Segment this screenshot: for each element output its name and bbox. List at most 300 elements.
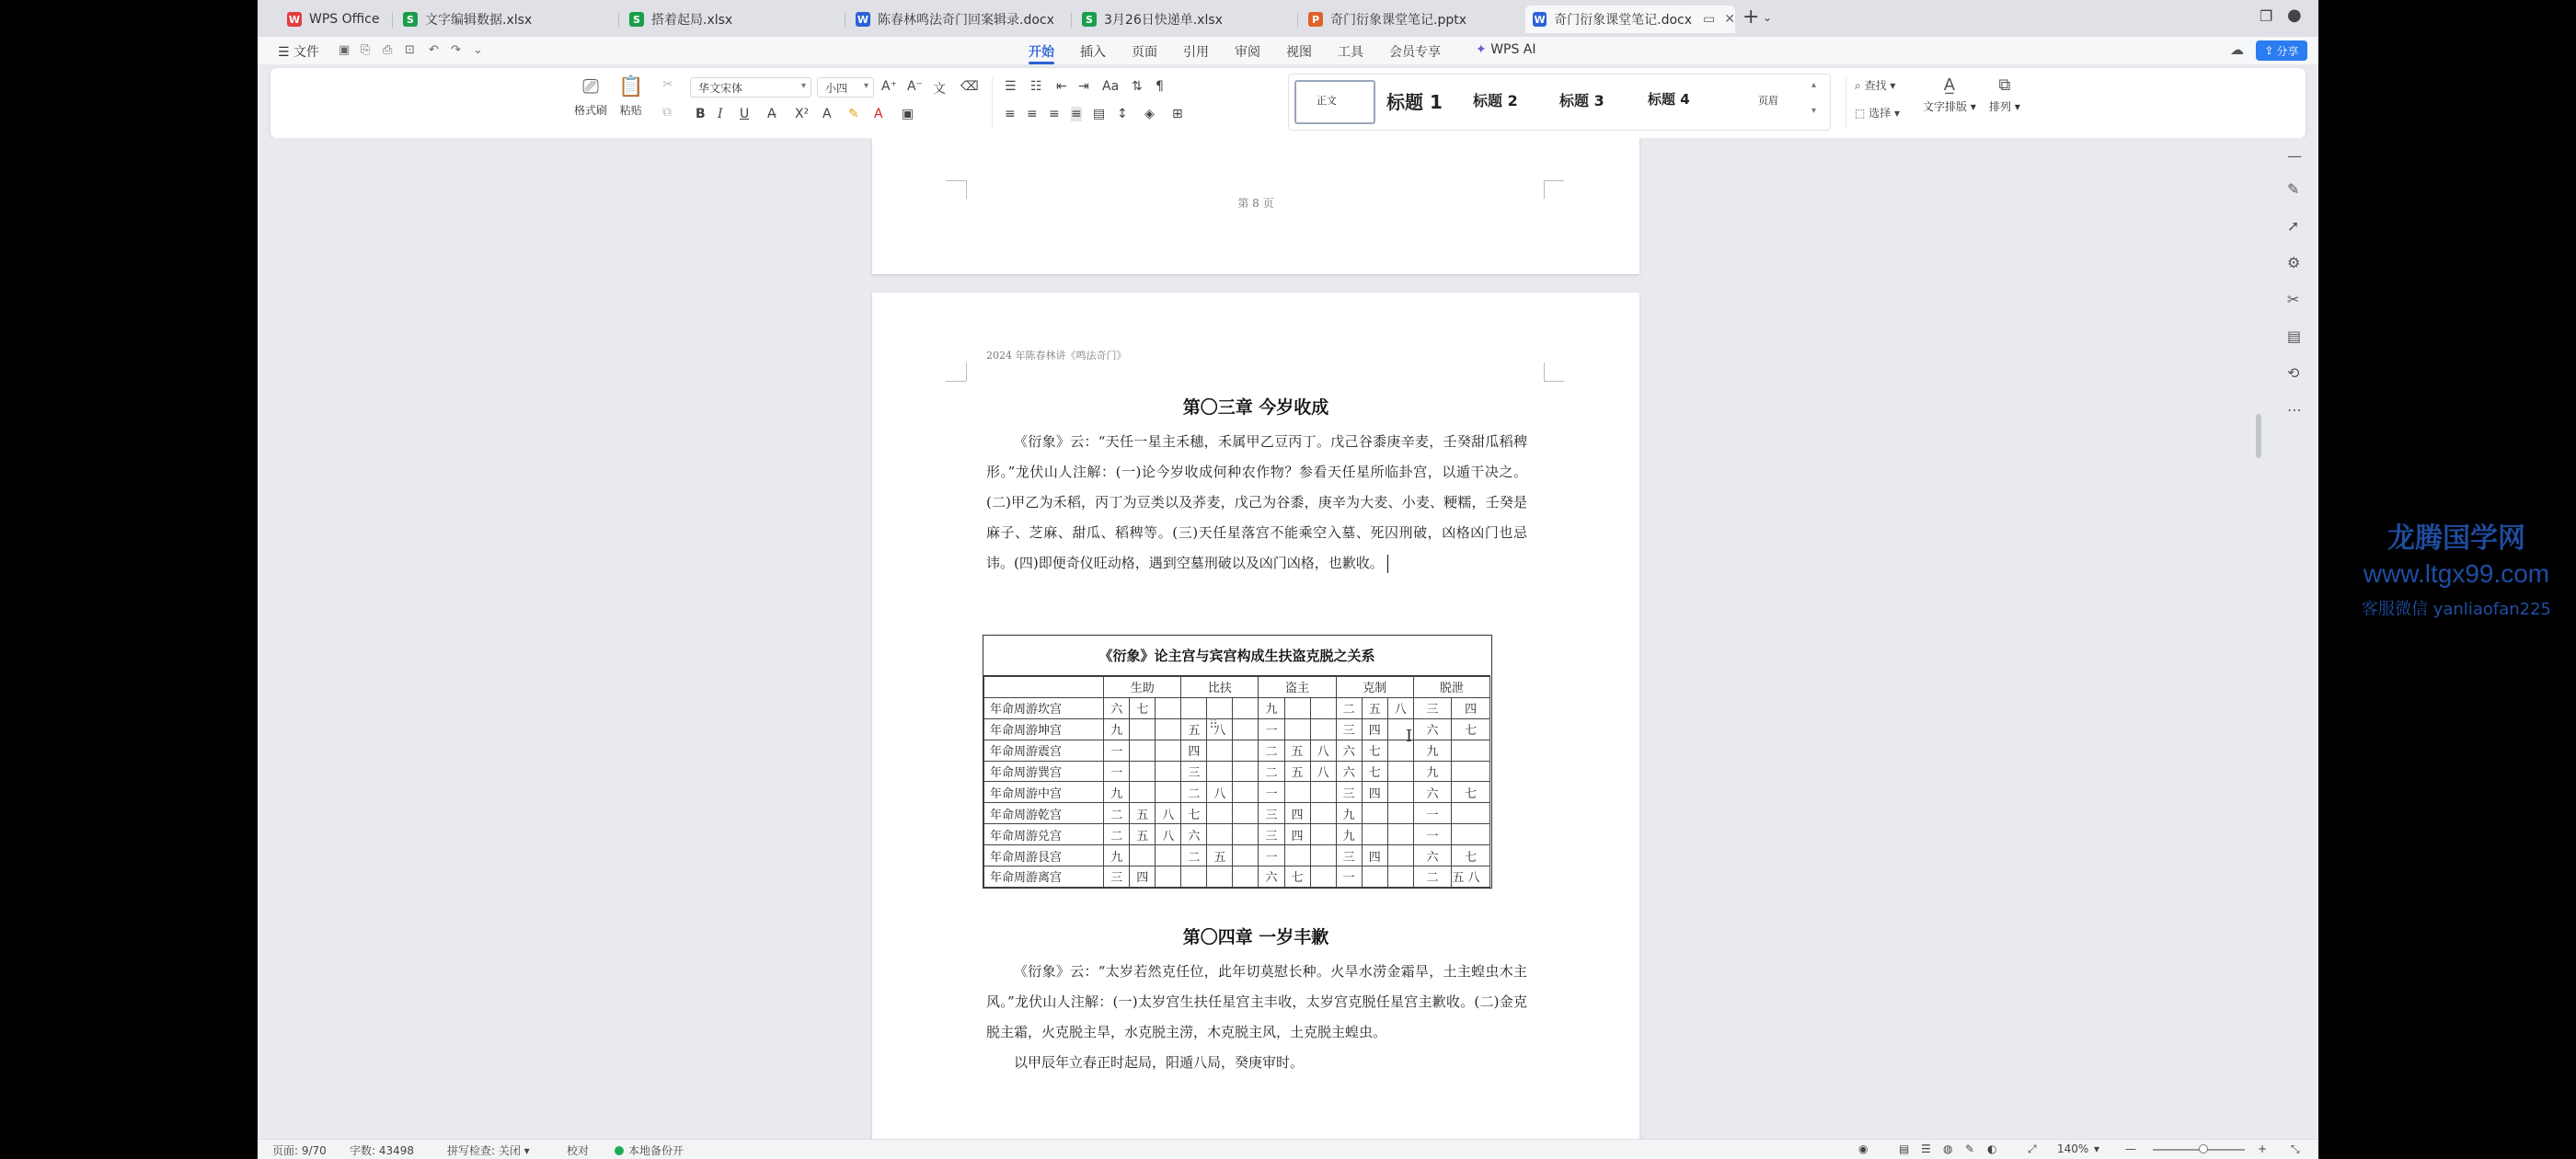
chevron-down-icon[interactable]: ▾ [2094,1142,2100,1155]
justify-icon[interactable]: ≡ [1071,107,1082,121]
show-marks-icon[interactable]: ¶ [1156,79,1164,94]
redo-icon[interactable]: ↷ [451,43,461,57]
spreadsheet-file-icon: S [1082,12,1097,27]
backup-label: 本地备份开 [628,1144,684,1157]
tab-label: 文字编辑数据.xlsx [425,13,533,28]
table-row [984,782,1490,803]
ribbon-toolbar [270,68,2306,138]
chevron-down-icon[interactable]: ▾ [1811,106,1817,116]
new-tab-icon[interactable]: + [1742,6,1760,29]
menu-home[interactable]: 开始 [1029,45,1054,60]
table-cell: 八 [1207,782,1233,803]
table-cell: 七 [1452,718,1490,740]
backup-status[interactable] [615,1142,684,1158]
format-painter-label: 格式刷 [574,104,608,117]
chapter-3-text: 《衍象》云：“天任一星主禾穗，禾属甲乙豆丙丁。戊己谷黍庚辛麦，壬癸甜瓜稻稗形。”龙伏山人注解：(一)论今岁收成何种农作物？参看天任星所临卦宫，以遁干决之。(二)甲乙为禾稻，丙丁为豆类以及荞麦，戊己为谷黍，庚辛为大麦、小麦、粳糯，壬癸是麻子、芝麻、甜瓜、稻稗等。(三)天任星落宫不能乘空入墓、死囚刑破，凶格凶门也忌讳。(四)即便奇仪旺动格，遇到空墓刑破以及凶门凶格，也歉收。 [986,433,1527,571]
watermark [2337,515,2576,620]
zoom-out-icon[interactable]: — [2125,1142,2136,1155]
watermark-contact: 客服微信 yanliaofan225 [2362,600,2551,619]
spell-check-label: 拼写检查: 关闭 [447,1144,521,1157]
arrange-icon: ⧉ [1998,75,2011,95]
table-cell: 七 [1452,782,1490,803]
pointer-icon[interactable]: ➚ [2287,217,2300,235]
monitor-icon[interactable]: ▭ [1703,12,1716,27]
table-cell: 三 [1336,845,1362,866]
tab-wps-office[interactable] [280,6,390,33]
tab-xlsx-2[interactable] [622,6,843,33]
table-cell [1452,803,1490,824]
font-name-select[interactable] [690,77,811,98]
table-cell: 七 [1284,866,1310,888]
table-cell: 五 [1181,718,1207,740]
shrink-font-icon[interactable]: A⁻ [907,79,923,94]
presentation-file-icon: P [1308,12,1323,27]
relationship-grid [983,676,1490,888]
menu-wps-ai[interactable] [1476,42,1536,57]
table-cell: 四 [1362,845,1387,866]
share-button[interactable] [2256,40,2307,61]
tools-icon[interactable]: ✂ [2287,291,2300,308]
table-cell-extra: 八 [1464,871,1480,886]
restore-window-icon[interactable]: ❐ [2260,7,2273,25]
menu-wps-ai-label: WPS AI [1490,42,1536,57]
right-toolbar [2272,138,2318,1139]
bold-button[interactable]: B [696,107,706,121]
text-effect-icon[interactable]: A [822,107,832,121]
table-cell [1130,718,1156,740]
font-name-value: 华文宋体 [698,81,743,95]
table-cell: 六 [1181,824,1207,845]
table-cell [1233,697,1259,718]
ai-icon: ✦ [1476,42,1487,57]
table-cell: 七 [1181,803,1207,824]
zoom-in-icon[interactable]: + [2258,1142,2268,1155]
table-row-label: 年命周游坎宫 [984,697,1104,718]
superscript-icon[interactable]: X² [795,107,810,121]
table-cell [1233,866,1259,888]
table-cell [1362,803,1387,824]
page-previous [872,138,1639,274]
table-cell [1284,718,1310,740]
table-header-cell: 克制 [1336,677,1413,698]
table-cell: 九 [1259,697,1284,718]
table-cell [1156,845,1181,866]
menu-tools[interactable]: 工具 [1338,45,1363,60]
style-heading-2[interactable]: 标题 2 [1473,92,1518,109]
chevron-up-icon[interactable]: ▴ [1811,80,1817,90]
numbered-list-icon[interactable]: ☷ [1030,79,1042,94]
table-cell: 三 [1259,803,1284,824]
write-view-icon[interactable]: ✎ [1965,1142,1975,1155]
wps-window [258,0,2318,1159]
table-cell: 二 [1104,824,1130,845]
table-header-cell: 脱泄 [1413,677,1489,698]
table-cell [1233,824,1259,845]
table-cell: 一 [1104,761,1130,782]
format-painter-button[interactable] [574,75,607,118]
word-count[interactable]: 字数: 43498 [350,1144,415,1157]
tab-xlsx-3[interactable] [1075,6,1295,33]
char-shading-icon[interactable]: ▣ [902,107,914,121]
table-cell: 八 [1310,761,1336,782]
text-layout-label: 文字排版 ▾ [1923,100,1976,113]
underline-button[interactable]: U [740,107,750,121]
italic-button[interactable]: I [718,107,723,121]
table-cell: 三 [1259,824,1284,845]
table-cell: 九 [1336,803,1362,824]
table-cell [1156,761,1181,782]
table-cell: 五 [1130,803,1156,824]
table-cell [1310,782,1336,803]
table-title: 《衍象》论主宫与宾宫构成生扶盗克脱之关系 [983,636,1490,676]
table-cell [1387,845,1413,866]
watermark-brand: 龙腾国学网 [2387,522,2525,555]
table-cell: 六 [1259,866,1284,888]
select-button[interactable]: ⬚ 选择 ▾ [1855,107,1901,120]
table-cell: 九 [1336,824,1362,845]
chevron-down-icon[interactable]: ⌄ [1763,11,1773,24]
page-current[interactable] [872,293,1639,1139]
spreadsheet-file-icon: S [403,12,418,27]
avatar[interactable]: ● [2287,6,2302,25]
table-cell [1156,718,1181,740]
table-cell: 八 [1387,697,1413,718]
backup-status-dot [615,1146,624,1155]
tab-docx-1[interactable] [848,6,1069,33]
table-cell [1207,740,1233,761]
sort-icon[interactable]: ⇅ [1132,79,1143,94]
align-right-icon[interactable]: ≡ [1049,107,1060,121]
table-cell [1362,824,1387,845]
table-cell: 三 [1336,782,1362,803]
file-menu[interactable]: ☰ 文件 [278,45,320,60]
table-cell: 九 [1104,718,1130,740]
eye-icon[interactable]: ◉ [1858,1142,1869,1155]
table-cell [1310,697,1336,718]
table-cell: 六 [1336,761,1362,782]
table-cell: 七 [1362,740,1387,761]
table-cell [1130,761,1156,782]
page-number-footer: 第 8 页 [1237,197,1274,210]
table-header-cell: 比扶 [1181,677,1259,698]
table-row [984,824,1490,845]
increase-indent-icon[interactable]: ⇥ [1078,79,1089,94]
tab-docx-active[interactable] [1525,6,1735,33]
table-row-label: 年命周游艮宫 [984,845,1104,866]
style-heading-4[interactable]: 标题 4 [1648,91,1690,108]
ibeam-cursor-icon: I [1406,727,1413,746]
export-icon[interactable]: ⎘ [361,43,371,57]
fit-page-icon[interactable]: ⤢ [2028,1142,2037,1155]
table-cell: 六 [1104,697,1130,718]
table-cell [1362,866,1387,888]
table-cell [1181,697,1207,718]
page-count[interactable]: 页面: 9/70 [272,1144,327,1157]
copy-icon[interactable]: ⧉ [662,105,672,120]
menu-references[interactable]: 引用 [1183,45,1209,60]
table-header-cell: 盗主 [1259,677,1336,698]
table-cell [1233,761,1259,782]
eye-protect-icon[interactable]: ◐ [1987,1142,1997,1155]
table-cell: 二 [1259,740,1284,761]
table-cell: 六 [1336,740,1362,761]
table-cell [1284,782,1310,803]
bullet-list-icon[interactable]: ☰ [1005,79,1017,94]
shading-icon[interactable]: ◈ [1144,107,1155,121]
table-row-label: 年命周游乾宫 [984,803,1104,824]
document-file-icon: W [1534,13,1546,26]
status-bar [258,1139,2318,1159]
paste-icon: 📋 [618,75,644,98]
table-cell [1387,803,1413,824]
table-cell: 五 [1284,761,1310,782]
table-cell: 二 [1104,803,1130,824]
document-canvas[interactable] [258,138,2318,1139]
text-cursor [1387,555,1388,573]
table-row [984,866,1490,888]
document-file-icon: W [857,13,869,26]
menu-view[interactable]: 视图 [1286,45,1312,60]
spell-check-status[interactable]: 拼写检查: 关闭 ▾ [447,1144,530,1157]
table-cell: 六 [1413,845,1452,866]
menu-page[interactable]: 页面 [1132,45,1157,60]
table-header-row [984,677,1490,698]
table-cell [1233,782,1259,803]
font-size-select[interactable] [817,77,874,98]
text-layout-icon: A̲ [1943,75,1956,95]
share-label: 分享 [2276,44,2299,58]
style-heading-3[interactable]: 标题 3 [1559,92,1604,109]
active-menu-indicator [1029,62,1054,64]
select-label: 选择 [1869,107,1892,120]
chapter-4-paragraph[interactable]: 《衍象》云：“太岁若然克任位，此年切莫慰长种。火旱水涝金霜旱，土主蝗虫木主风。”龙伏山人注解：(一)太岁宫生扶任星宫主丰收，太岁宫克脱任星宫主歉收。(二)金克脱主霜，火克脱主旱，水克脱主涝，木克脱主风，土克脱主蝗虫。 [986,963,1527,1040]
table-cell: 二 [1181,782,1207,803]
running-header: 2024 年陈春林讲《鸣法奇门》 [986,350,1127,361]
table-cell: 三 [1336,718,1362,740]
style-gallery [1288,74,1831,131]
arrange-button[interactable] [1989,75,2020,114]
vertical-scrollbar[interactable] [2256,414,2261,458]
table-cell [1233,845,1259,866]
select-icon: ⬚ [1855,107,1866,120]
table-cell [1207,803,1233,824]
relationship-table [983,635,1492,889]
table-cell [1181,866,1207,888]
clear-format-icon[interactable]: ⌫ [960,79,979,94]
drag-handle-icon[interactable]: ⠿ [1209,717,1219,732]
print-icon[interactable]: ⎙ [383,43,393,57]
table-cell [1452,824,1490,845]
cut-icon[interactable]: ✂ [662,77,673,92]
tab-bar [258,0,2318,37]
table-cell: 四 [1181,740,1207,761]
table-cell [1452,761,1490,782]
chinese-layout-icon[interactable]: Aa [1102,79,1120,94]
table-cell: 四 [1362,718,1387,740]
table-cell [1207,866,1233,888]
table-row-label: 年命周游中宫 [984,782,1104,803]
comment-icon[interactable]: ▤ [2287,327,2302,345]
table-cell: 八 [1156,824,1181,845]
watermark-url: www.ltgx99.com [2363,559,2550,588]
menu-bar [258,37,2318,64]
table-cell: 二 [1336,697,1362,718]
tab-label: WPS Office [309,12,380,27]
table-cell: 一 [1413,803,1452,824]
chevron-down-icon: ▾ [863,81,868,91]
wps-logo-icon: W [288,13,301,26]
table-cell: 七 [1362,761,1387,782]
table-cell [1156,782,1181,803]
table-cell [1207,697,1233,718]
preview-icon[interactable]: ⊡ [405,43,415,57]
table-cell: 一 [1259,782,1284,803]
find-label: 查找 [1864,79,1887,92]
paste-button[interactable] [618,75,643,118]
save-icon[interactable]: ▣ [339,43,351,57]
chevron-down-icon[interactable]: ⌄ [473,43,483,57]
table-cell [1207,824,1233,845]
distribute-icon[interactable]: ▤ [1093,107,1106,121]
table-cell [1387,782,1413,803]
table-cell: 三 [1413,697,1452,718]
history-icon[interactable]: ⟲ [2287,364,2300,382]
arrange-label: 排列 ▾ [1989,100,2020,113]
table-cell: 四 [1452,697,1490,718]
table-cell: 一 [1259,845,1284,866]
menu-review[interactable]: 审阅 [1235,45,1260,60]
table-cell: 三 [1181,761,1207,782]
table-cell [1233,740,1259,761]
zoom-slider-thumb[interactable] [2199,1144,2208,1153]
table-cell [1130,740,1156,761]
table-cell: 一 [1104,740,1130,761]
table-cell [1156,697,1181,718]
table-row-label: 年命周游巽宫 [984,761,1104,782]
tab-label: 陈春林鸣法奇门回案辑录.docx [878,13,1054,28]
table-row [984,697,1490,718]
cloud-sync-icon[interactable]: ☁ [2230,41,2244,58]
table-cell [1310,866,1336,888]
fullscreen-icon[interactable]: ⤡ [2291,1142,2300,1155]
tab-xlsx-1[interactable] [396,6,616,33]
table-cell [1310,845,1336,866]
table-cell: 九 [1413,740,1452,761]
close-icon[interactable]: ✕ [1724,12,1735,27]
menu-insert[interactable]: 插入 [1080,45,1106,60]
table-cell [1284,845,1310,866]
style-header[interactable]: 页眉 [1758,95,1778,107]
table-cell [1130,782,1156,803]
search-icon: ⌕ [1855,79,1861,92]
tab-pptx[interactable] [1301,6,1522,33]
decrease-indent-icon[interactable]: ⇤ [1056,79,1067,94]
font-color-icon[interactable]: A [874,107,883,121]
table-cell: 二 [1259,761,1284,782]
table-cell: 一 [1413,824,1452,845]
table-row-label: 年命周游震宫 [984,740,1104,761]
grow-font-icon[interactable]: A⁺ [881,79,897,94]
table-cell [1387,761,1413,782]
menu-member[interactable]: 会员专享 [1389,45,1441,60]
highlight-icon[interactable]: ✎ [848,107,859,121]
web-view-icon[interactable]: ◍ [1943,1142,1953,1155]
chapter-4-title: 第〇四章 一岁丰歉 [1182,927,1329,947]
outline-view-icon[interactable]: ☰ [1921,1142,1931,1155]
align-center-icon[interactable]: ≡ [1027,107,1038,121]
table-cell: 五 [1130,824,1156,845]
table-cell: 九 [1104,782,1130,803]
phonetic-icon[interactable]: 文 [933,82,946,97]
table-cell: 四 [1284,803,1310,824]
table-row-label: 年命周游兑宫 [984,824,1104,845]
table-cell: 六 [1413,782,1452,803]
style-heading-1[interactable]: 标题 1 [1386,91,1443,113]
table-cell: 五 [1207,845,1233,866]
table-cell [1387,824,1413,845]
table-cell: 七 [1452,845,1490,866]
table-row [984,803,1490,824]
tab-label: 奇门衍象课堂笔记.pptx [1330,13,1466,28]
table-cell: 一 [1336,866,1362,888]
table-cell: 四 [1362,782,1387,803]
table-cell [1310,824,1336,845]
table-cell: 四 [1284,824,1310,845]
table-cell [1233,803,1259,824]
table-cell [1387,866,1413,888]
zoom-level[interactable]: 140% [2057,1142,2089,1155]
table-row [984,761,1490,782]
proofread-button[interactable]: 校对 [567,1144,590,1157]
tab-label: 奇门衍象课堂笔记.docx [1554,13,1693,28]
table-cell: 七 [1130,697,1156,718]
share-icon: ⇪ [2264,44,2274,57]
chapter-3-title: 第〇三章 今岁收成 [1182,397,1329,418]
table-cell [1310,803,1336,824]
more-icon[interactable]: ⋯ [2287,401,2302,419]
pen-icon[interactable]: ✎ [2287,180,2300,198]
page-view-icon[interactable]: ▤ [1899,1142,1910,1155]
table-cell: 三 [1104,866,1130,888]
table-cell: 八 [1310,740,1336,761]
file-menu-label: 文件 [293,45,320,60]
undo-icon[interactable]: ↶ [429,43,439,57]
spreadsheet-file-icon: S [629,12,644,27]
border-icon[interactable]: ⊞ [1172,107,1183,121]
align-left-icon[interactable]: ≡ [1005,107,1016,121]
text-layout-button[interactable] [1923,75,1976,114]
style-normal[interactable]: 正文 [1317,95,1337,107]
table-cell: 九 [1104,845,1130,866]
table-cell: 四 [1130,866,1156,888]
table-cell: 二 [1181,845,1207,866]
collapse-icon[interactable]: — [2287,147,2302,165]
find-button[interactable]: ⌕ 查找 ▾ [1855,79,1896,92]
line-spacing-icon[interactable]: ↕ [1117,107,1128,121]
table-cell [1130,845,1156,866]
table-cell [1233,718,1259,740]
paste-label: 粘贴 [619,104,642,117]
chapter-4-line[interactable]: 以甲辰年立春正时起局，阳遁八局，癸庚审时。 [1014,1054,1305,1071]
table-cell: 九 [1413,761,1452,782]
table-cell: 八 [1207,718,1233,740]
table-row-label: 年命周游离宫 [984,866,1104,888]
format-painter-icon: ⎚ [582,75,599,98]
strikethrough-icon[interactable]: A̶ [767,107,776,121]
settings-sliders-icon[interactable]: ⚙ [2287,254,2301,271]
table-corner-cell [984,677,1104,698]
chapter-3-paragraph[interactable] [986,427,1527,579]
